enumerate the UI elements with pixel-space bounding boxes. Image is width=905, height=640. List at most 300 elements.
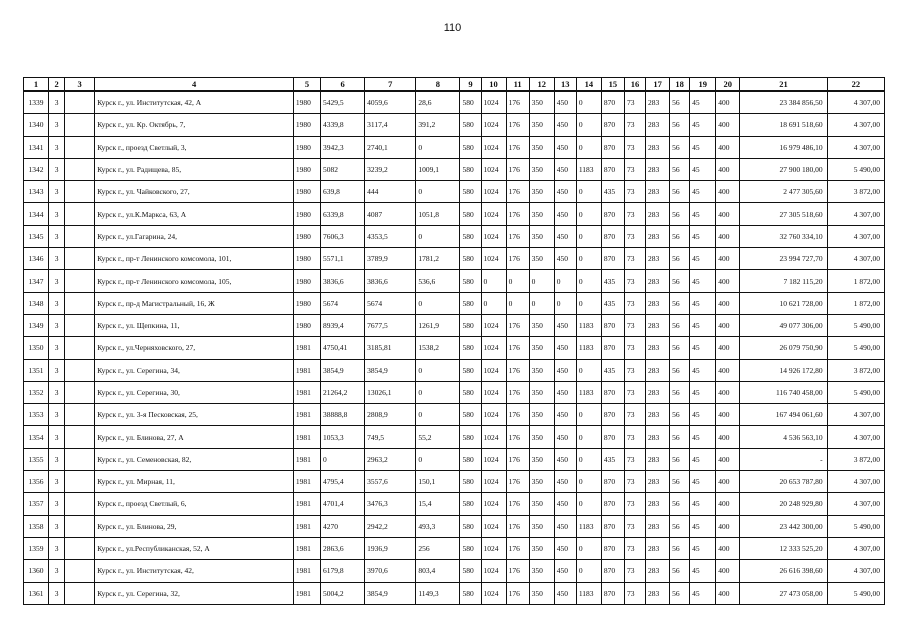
table-cell: 1024	[481, 203, 506, 225]
table-cell: 45	[690, 381, 716, 403]
table-cell: 56	[670, 359, 690, 381]
table-cell: 1980	[293, 225, 320, 247]
table-cell: 4795,4	[321, 471, 365, 493]
table-cell: 2 477 305,60	[740, 181, 827, 203]
table-cell: 0	[576, 203, 601, 225]
table-cell: 580	[460, 426, 481, 448]
table-row	[24, 91, 885, 114]
table-cell: 450	[554, 471, 576, 493]
column-header-20: 20	[716, 78, 740, 92]
table-cell: 3	[49, 225, 65, 247]
table-cell: 4270	[321, 515, 365, 537]
table-cell: 1980	[293, 248, 320, 270]
table-cell: 580	[460, 582, 481, 604]
table-cell: 435	[601, 448, 624, 470]
table-cell: 73	[624, 337, 645, 359]
table-cell: 0	[576, 426, 601, 448]
table-cell: 870	[601, 381, 624, 403]
table-cell: 1024	[481, 114, 506, 136]
table-row	[24, 337, 885, 359]
table-cell: 1 872,00	[827, 292, 884, 314]
table-cell: 0	[506, 270, 529, 292]
table-cell: 1024	[481, 493, 506, 515]
column-header-7: 7	[365, 78, 416, 92]
table-cell: 580	[460, 248, 481, 270]
table-row	[24, 114, 885, 136]
table-cell: 1980	[293, 314, 320, 336]
table-cell: 3	[49, 426, 65, 448]
table-cell: 27 473 058,00	[740, 582, 827, 604]
table-cell: 176	[506, 225, 529, 247]
table-cell: 870	[601, 314, 624, 336]
table-cell: 3	[49, 404, 65, 426]
table-cell	[65, 493, 95, 515]
table-cell: 350	[529, 471, 554, 493]
table-cell: 3	[49, 582, 65, 604]
column-header-11: 11	[506, 78, 529, 92]
table-cell: 1024	[481, 337, 506, 359]
address-cell: Курск г., ул. Серегина, 30,	[95, 381, 294, 403]
table-cell: 0	[576, 404, 601, 426]
table-cell: 73	[624, 181, 645, 203]
table-cell: 176	[506, 448, 529, 470]
table-cell: 283	[646, 582, 670, 604]
table-cell: 0	[416, 381, 460, 403]
table-cell: 21264,2	[321, 381, 365, 403]
table-cell: 56	[670, 493, 690, 515]
address-cell: Курск г., ул. Чайковского, 27,	[95, 181, 294, 203]
table-cell: 8939,4	[321, 314, 365, 336]
table-cell: 435	[601, 292, 624, 314]
table-cell: 15,4	[416, 493, 460, 515]
table-cell: 14 926 172,80	[740, 359, 827, 381]
table-cell: 5 490,00	[827, 582, 884, 604]
table-cell: 450	[554, 537, 576, 559]
table-cell: 56	[670, 181, 690, 203]
table-cell: 3836,6	[321, 270, 365, 292]
table-cell: 56	[670, 203, 690, 225]
table-cell: 870	[601, 471, 624, 493]
table-cell: 56	[670, 158, 690, 180]
column-header-8: 8	[416, 78, 460, 92]
table-cell: 3 872,00	[827, 359, 884, 381]
table-cell: 400	[716, 471, 740, 493]
table-cell: 1980	[293, 203, 320, 225]
table-cell: 45	[690, 537, 716, 559]
table-cell: 350	[529, 404, 554, 426]
table-cell: 6339,8	[321, 203, 365, 225]
table-cell: 580	[460, 560, 481, 582]
table-cell: 350	[529, 225, 554, 247]
table-cell: 1024	[481, 471, 506, 493]
table-cell: 350	[529, 337, 554, 359]
table-cell: 4 307,00	[827, 404, 884, 426]
address-cell: Курск г., пр-т Ленинского комсомола, 105,	[95, 270, 294, 292]
table-cell: 0	[481, 292, 506, 314]
table-cell	[65, 515, 95, 537]
table-cell	[65, 114, 95, 136]
table-cell: 1183	[576, 381, 601, 403]
table-cell: 450	[554, 225, 576, 247]
table-cell: 7677,5	[365, 314, 416, 336]
table-cell: 1981	[293, 537, 320, 559]
table-cell: 870	[601, 493, 624, 515]
table-cell: 4339,8	[321, 114, 365, 136]
table-cell	[65, 471, 95, 493]
table-cell: 1342	[24, 158, 49, 180]
table-cell: 400	[716, 225, 740, 247]
table-cell	[65, 181, 95, 203]
table-cell: 0	[576, 537, 601, 559]
table-cell: 1936,9	[365, 537, 416, 559]
column-header-4: 4	[95, 78, 294, 92]
table-cell: 580	[460, 359, 481, 381]
table-cell: 283	[646, 560, 670, 582]
table-cell: 176	[506, 537, 529, 559]
table-cell: 1981	[293, 426, 320, 448]
table-cell: 176	[506, 560, 529, 582]
table-cell: 400	[716, 248, 740, 270]
table-cell: 5 490,00	[827, 337, 884, 359]
table-cell: 56	[670, 314, 690, 336]
table-cell	[65, 448, 95, 470]
table-cell: 283	[646, 471, 670, 493]
table-cell: 45	[690, 493, 716, 515]
table-cell: 1980	[293, 292, 320, 314]
table-cell: 27 900 180,00	[740, 158, 827, 180]
table-cell: 450	[554, 158, 576, 180]
table-cell: 1346	[24, 248, 49, 270]
table-cell	[65, 359, 95, 381]
table-cell: 26 079 750,90	[740, 337, 827, 359]
address-cell: Курск г., ул.Республиканская, 52, А	[95, 537, 294, 559]
table-cell: 1009,1	[416, 158, 460, 180]
table-cell: 4 307,00	[827, 203, 884, 225]
table-cell: 1339	[24, 91, 49, 114]
table-cell: 1350	[24, 337, 49, 359]
table-cell: 20 653 787,80	[740, 471, 827, 493]
address-cell: Курск г., ул. Институтская, 42, А	[95, 91, 294, 114]
table-cell: 400	[716, 270, 740, 292]
table-cell: 5082	[321, 158, 365, 180]
table-cell: 450	[554, 515, 576, 537]
table-cell: 350	[529, 582, 554, 604]
table-cell	[65, 270, 95, 292]
table-cell: 0	[576, 91, 601, 114]
table-cell: 1980	[293, 181, 320, 203]
table-cell: 283	[646, 337, 670, 359]
table-cell: 45	[690, 203, 716, 225]
table-row	[24, 471, 885, 493]
table-cell: 28,6	[416, 91, 460, 114]
table-cell: 3	[49, 91, 65, 114]
table-cell: 3	[49, 314, 65, 336]
table-cell: 3117,4	[365, 114, 416, 136]
table-cell: 1981	[293, 582, 320, 604]
table-cell: 450	[554, 203, 576, 225]
address-cell: Курск г., проезд Светлый, 6,	[95, 493, 294, 515]
address-cell: Курск г., пр-т Ленинского комсомола, 101,	[95, 248, 294, 270]
table-cell: 283	[646, 426, 670, 448]
table-cell: 450	[554, 560, 576, 582]
table-cell: 3854,9	[321, 359, 365, 381]
table-cell: 1024	[481, 404, 506, 426]
header-row	[24, 78, 885, 92]
table-cell: 5571,1	[321, 248, 365, 270]
table-cell: 350	[529, 359, 554, 381]
table-cell: 0	[576, 493, 601, 515]
table-cell: 56	[670, 404, 690, 426]
table-cell: 870	[601, 537, 624, 559]
table-cell: 870	[601, 426, 624, 448]
table-cell: 580	[460, 537, 481, 559]
table-cell: 1538,2	[416, 337, 460, 359]
table-cell: 1351	[24, 359, 49, 381]
table-cell: 1024	[481, 314, 506, 336]
table-cell: 350	[529, 91, 554, 114]
table-cell: 400	[716, 181, 740, 203]
table-cell: 283	[646, 515, 670, 537]
table-cell: 176	[506, 426, 529, 448]
table-cell: 73	[624, 426, 645, 448]
table-row	[24, 359, 885, 381]
table-cell: 7 182 115,20	[740, 270, 827, 292]
table-cell: 283	[646, 448, 670, 470]
table-cell: 580	[460, 404, 481, 426]
table-cell: 5 490,00	[827, 381, 884, 403]
table-cell: 350	[529, 314, 554, 336]
table-cell: 73	[624, 537, 645, 559]
table-cell: 400	[716, 404, 740, 426]
table-cell: 0	[576, 248, 601, 270]
table-row	[24, 248, 885, 270]
table-cell: 23 442 300,00	[740, 515, 827, 537]
table-cell: 580	[460, 158, 481, 180]
table-cell: 450	[554, 448, 576, 470]
table-cell: 176	[506, 136, 529, 158]
table-cell: 1355	[24, 448, 49, 470]
table-cell: 56	[670, 270, 690, 292]
table-cell: 450	[554, 314, 576, 336]
table-cell: 56	[670, 471, 690, 493]
table-cell: 73	[624, 582, 645, 604]
table-cell: 283	[646, 91, 670, 114]
table-cell: 3	[49, 515, 65, 537]
table-cell: 23 994 727,70	[740, 248, 827, 270]
table-cell: 580	[460, 270, 481, 292]
table-cell: 20 248 929,80	[740, 493, 827, 515]
table-cell: 176	[506, 203, 529, 225]
table-cell: 400	[716, 91, 740, 114]
table-cell: 176	[506, 248, 529, 270]
table-cell: 3	[49, 537, 65, 559]
table-cell: 283	[646, 248, 670, 270]
table-cell: 283	[646, 381, 670, 403]
table-cell: 73	[624, 91, 645, 114]
table-cell: 1359	[24, 537, 49, 559]
table-cell: 73	[624, 493, 645, 515]
table-cell: 3	[49, 181, 65, 203]
table-cell: 23 384 856,50	[740, 91, 827, 114]
address-cell: Курск г., ул. Блинова, 29,	[95, 515, 294, 537]
table-cell: 1024	[481, 515, 506, 537]
table-cell: 283	[646, 225, 670, 247]
table-cell: 283	[646, 114, 670, 136]
table-cell: 493,3	[416, 515, 460, 537]
table-cell: 0	[529, 292, 554, 314]
table-cell: 45	[690, 114, 716, 136]
table-row	[24, 448, 885, 470]
table-cell: 6179,8	[321, 560, 365, 582]
column-header-10: 10	[481, 78, 506, 92]
table-cell: 4059,6	[365, 91, 416, 114]
table-cell: 176	[506, 582, 529, 604]
table-cell: 4 307,00	[827, 225, 884, 247]
column-header-16: 16	[624, 78, 645, 92]
table-cell: 176	[506, 114, 529, 136]
table-cell: 2963,2	[365, 448, 416, 470]
table-row	[24, 292, 885, 314]
address-cell: Курск г., ул. 3-я Песковская, 25,	[95, 404, 294, 426]
table-cell: 3 872,00	[827, 448, 884, 470]
address-cell: Курск г., ул. Серегина, 34,	[95, 359, 294, 381]
table-cell: 803,4	[416, 560, 460, 582]
table-cell: 350	[529, 203, 554, 225]
table-cell: 45	[690, 426, 716, 448]
table-cell: 45	[690, 337, 716, 359]
table-cell: 5674	[365, 292, 416, 314]
table-cell: 3	[49, 560, 65, 582]
table-cell: 176	[506, 515, 529, 537]
table-cell: 350	[529, 426, 554, 448]
table-cell: 56	[670, 582, 690, 604]
table-cell: 450	[554, 359, 576, 381]
column-header-12: 12	[529, 78, 554, 92]
table-cell: 400	[716, 136, 740, 158]
table-cell: 1354	[24, 426, 49, 448]
table-cell: 56	[670, 448, 690, 470]
column-header-9: 9	[460, 78, 481, 92]
table-cell: 580	[460, 203, 481, 225]
table-cell: 1024	[481, 537, 506, 559]
table-cell: 0	[576, 359, 601, 381]
table-cell: 400	[716, 381, 740, 403]
table-cell: 73	[624, 448, 645, 470]
column-header-18: 18	[670, 78, 690, 92]
table-cell: -	[740, 448, 827, 470]
table-cell: 1024	[481, 181, 506, 203]
table-cell: 400	[716, 582, 740, 604]
table-cell: 444	[365, 181, 416, 203]
table-cell: 56	[670, 136, 690, 158]
table-cell: 1053,3	[321, 426, 365, 448]
table-cell: 283	[646, 158, 670, 180]
table-cell: 1051,8	[416, 203, 460, 225]
table-row	[24, 136, 885, 158]
table-cell: 3	[49, 158, 65, 180]
table-cell: 45	[690, 270, 716, 292]
table-cell: 400	[716, 114, 740, 136]
table-cell: 32 760 334,10	[740, 225, 827, 247]
table-cell: 283	[646, 314, 670, 336]
table-cell: 580	[460, 381, 481, 403]
table-cell: 3	[49, 493, 65, 515]
column-header-21: 21	[740, 78, 827, 92]
table-cell: 400	[716, 203, 740, 225]
table-cell	[65, 292, 95, 314]
table-cell	[65, 314, 95, 336]
table-cell: 56	[670, 337, 690, 359]
table-cell: 3557,6	[365, 471, 416, 493]
table-cell: 1183	[576, 337, 601, 359]
table-cell: 1349	[24, 314, 49, 336]
table-cell	[65, 225, 95, 247]
column-header-14: 14	[576, 78, 601, 92]
table-cell: 580	[460, 292, 481, 314]
table-cell: 400	[716, 314, 740, 336]
table-cell: 450	[554, 381, 576, 403]
table-cell: 176	[506, 314, 529, 336]
table-cell: 3476,3	[365, 493, 416, 515]
table-cell: 5 490,00	[827, 158, 884, 180]
table-cell: 5 490,00	[827, 515, 884, 537]
table-cell: 3854,9	[365, 582, 416, 604]
table-cell: 4 307,00	[827, 426, 884, 448]
table-cell: 1344	[24, 203, 49, 225]
table-cell: 283	[646, 136, 670, 158]
table-row	[24, 203, 885, 225]
table-cell: 45	[690, 181, 716, 203]
table-cell: 580	[460, 91, 481, 114]
table-cell	[65, 582, 95, 604]
table-cell: 73	[624, 248, 645, 270]
address-cell: Курск г., ул. Институтская, 42,	[95, 560, 294, 582]
table-row	[24, 537, 885, 559]
table-cell	[65, 426, 95, 448]
table-cell: 283	[646, 359, 670, 381]
table-cell: 1183	[576, 515, 601, 537]
table-cell: 870	[601, 225, 624, 247]
address-cell: Курск г., ул. Блинова, 27, А	[95, 426, 294, 448]
table-cell	[65, 203, 95, 225]
table-cell: 4353,5	[365, 225, 416, 247]
table-cell: 283	[646, 203, 670, 225]
table-cell: 73	[624, 114, 645, 136]
table-cell	[65, 381, 95, 403]
table-cell: 3	[49, 471, 65, 493]
table-row	[24, 158, 885, 180]
table-cell: 3	[49, 448, 65, 470]
table-cell: 3	[49, 337, 65, 359]
table-cell: 580	[460, 448, 481, 470]
table-cell: 256	[416, 537, 460, 559]
table-cell: 56	[670, 560, 690, 582]
column-header-17: 17	[646, 78, 670, 92]
table-cell: 1347	[24, 270, 49, 292]
table-cell: 45	[690, 582, 716, 604]
table-cell: 176	[506, 337, 529, 359]
table-cell: 56	[670, 248, 690, 270]
table-cell: 2942,2	[365, 515, 416, 537]
table-cell: 391,2	[416, 114, 460, 136]
table-cell: 639,8	[321, 181, 365, 203]
table-cell: 870	[601, 248, 624, 270]
table-cell: 3	[49, 381, 65, 403]
table-row	[24, 381, 885, 403]
table-cell: 1361	[24, 582, 49, 604]
table-cell: 56	[670, 225, 690, 247]
table-cell: 5 490,00	[827, 314, 884, 336]
